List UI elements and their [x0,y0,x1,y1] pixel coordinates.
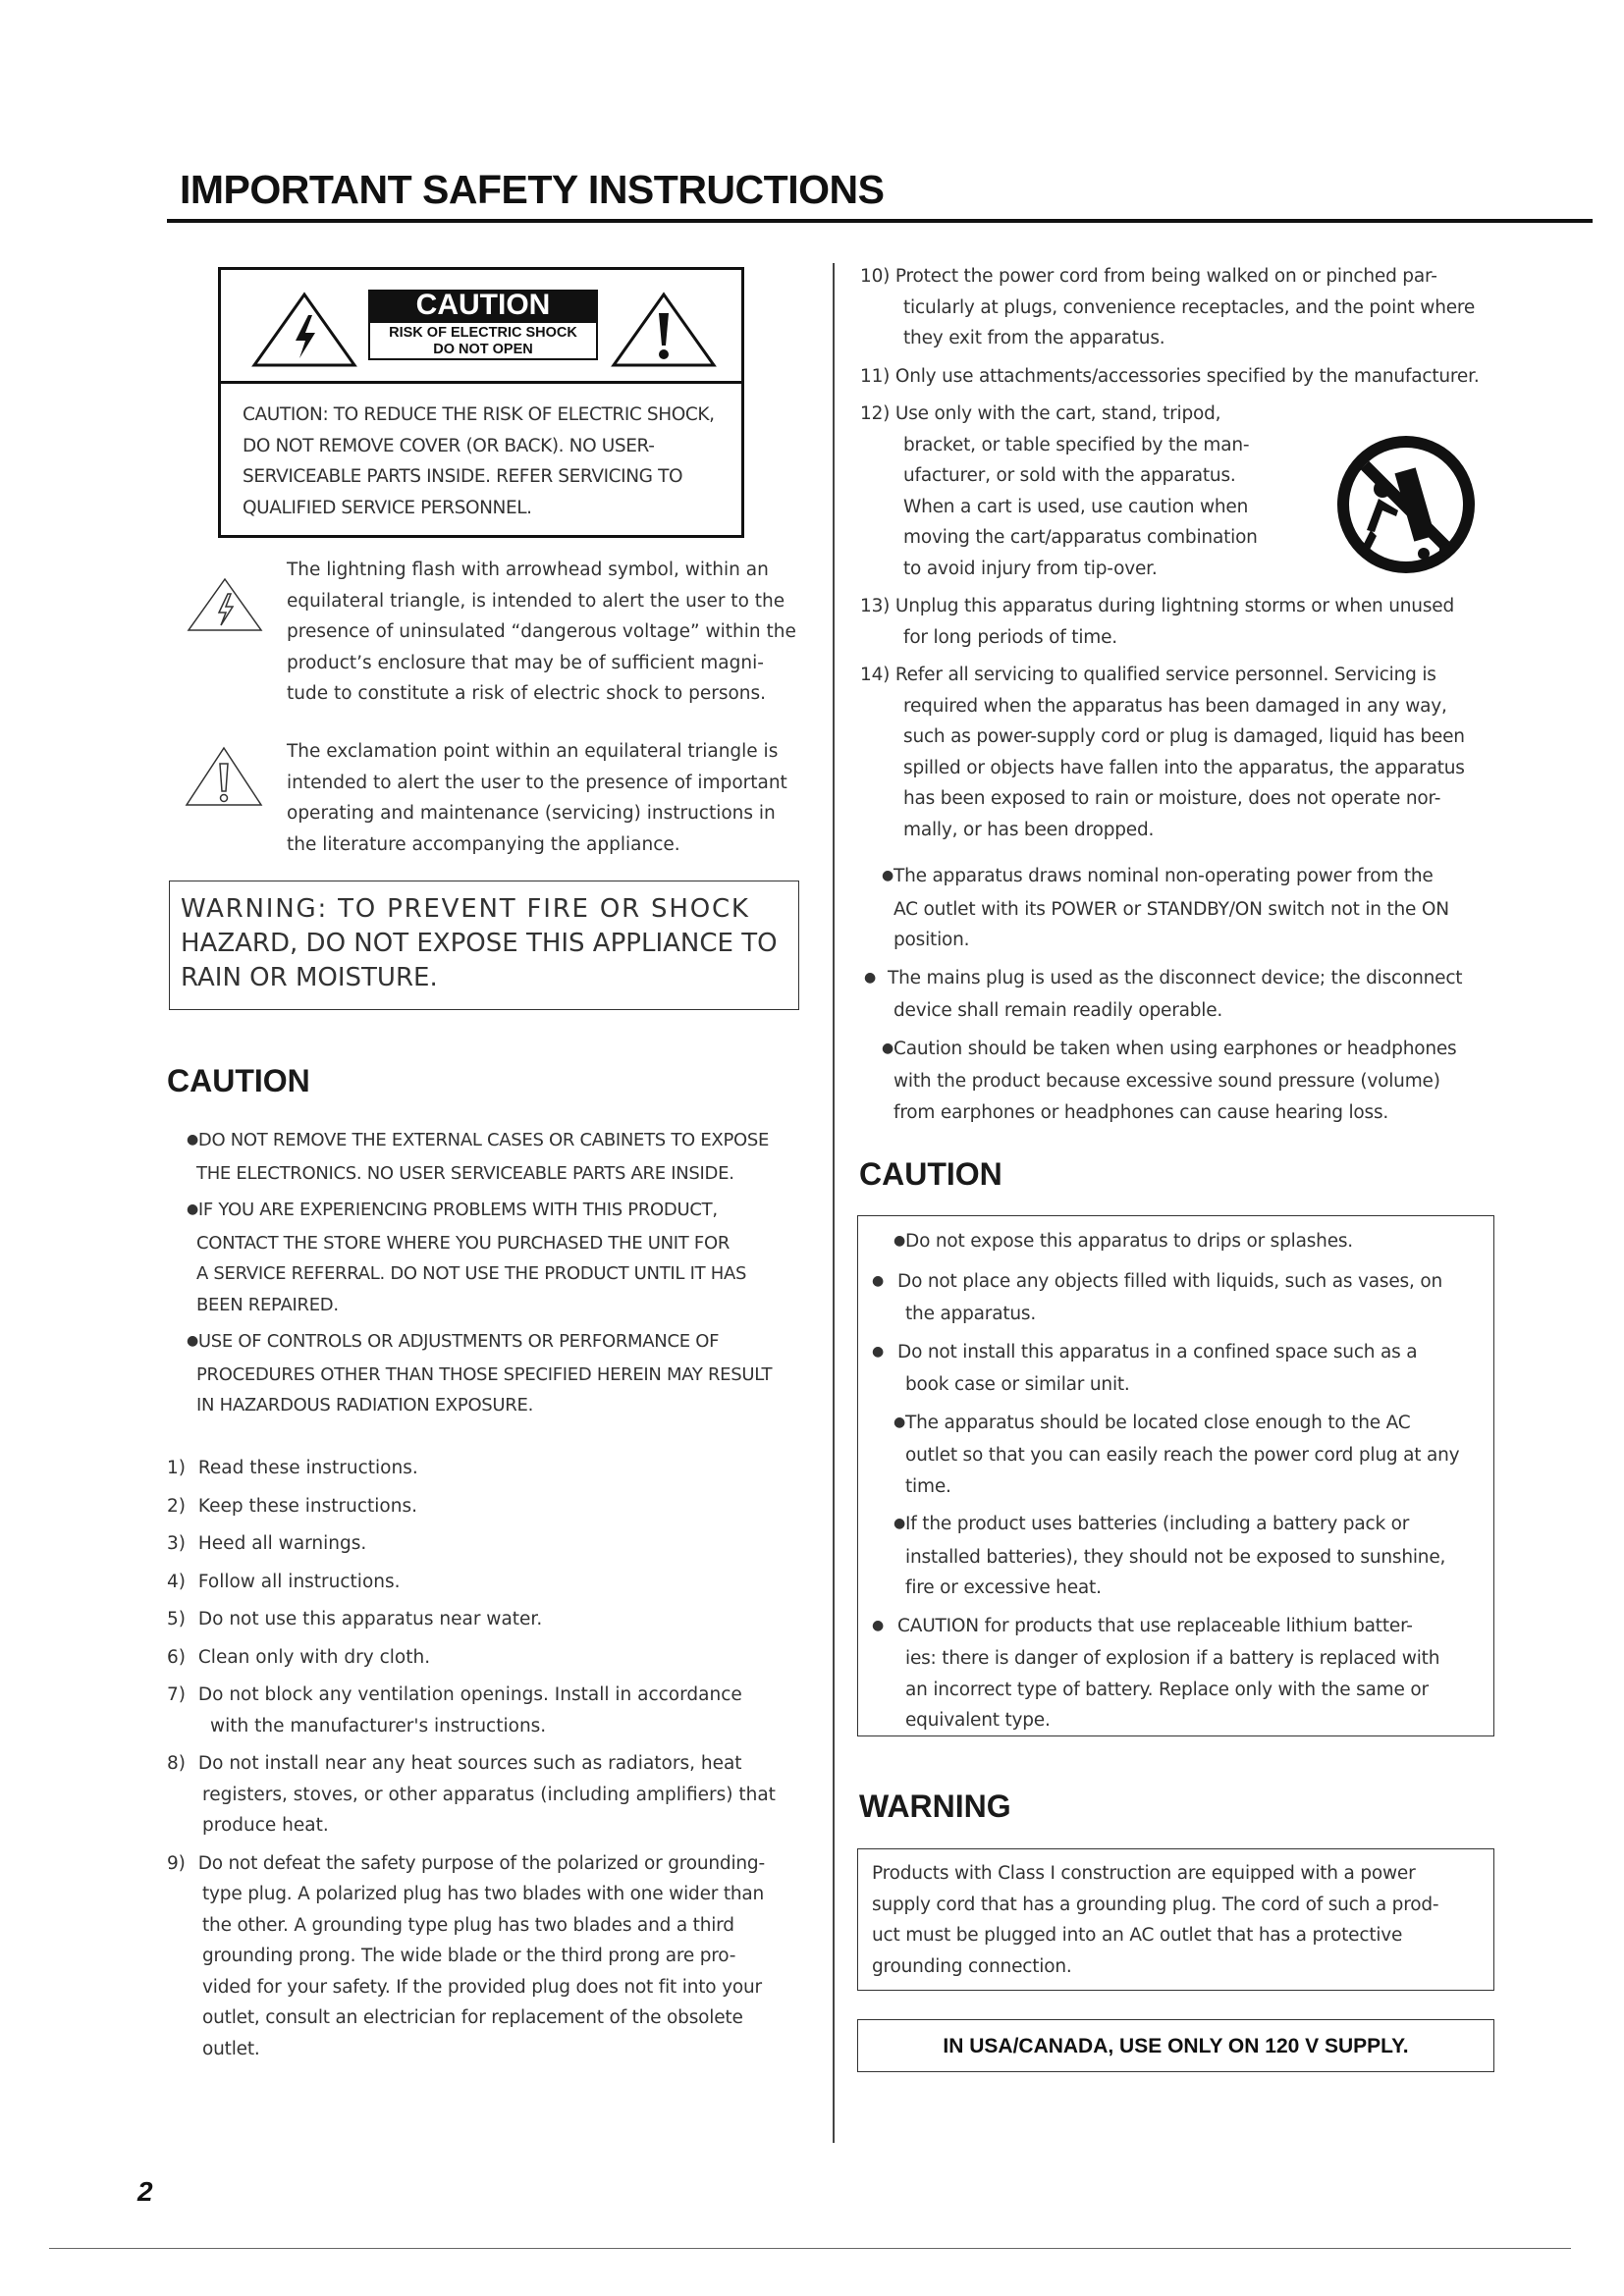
item-text: Use only with the cart, stand, tripod, [894,403,1221,424]
item-number: 9) [167,1852,186,1874]
item-text: mally, or has been dropped. [903,819,1155,840]
power-note-line: device shall remain readily operable. [893,1000,1223,1021]
caution-item-line: CAUTION for products that use replaceable lithium batter- [897,1615,1413,1636]
item-text: spilled or objects have fallen into the apparatus, the apparatus [903,757,1465,778]
instruction-item [167,1528,815,1560]
page-title: IMPORTANT SAFETY INSTRUCTIONS [180,167,885,212]
caution-bullet-line: THE ELECTRONICS. NO USER SERVICEABLE PARTS ARE INSIDE. [196,1162,734,1184]
caution-box [857,1215,1494,1736]
power-note-line: with the product because excessive sound pressure (volume) [893,1071,1440,1092]
exclamation-note [287,736,787,860]
power-note-line: The mains plug is used as the disconnect device; the disconnect [888,967,1463,988]
instruction-item [860,660,1498,845]
cart-tip-over-icon [1314,432,1498,577]
caution-item [872,1266,1480,1330]
instruction-item [860,361,1498,393]
footer-rule [49,2248,1571,2249]
item-text: Refer all servicing to qualified service personnel. Servicing is [894,665,1436,685]
caution-item [872,1509,1480,1604]
item-text: Do not defeat the safety purpose of the polarized or grounding- [197,1852,765,1874]
item-number: 14) [860,665,891,685]
caution-bullet [187,1195,772,1320]
item-text: moving the cart/apparatus combination [903,527,1258,548]
instruction-item [167,1604,815,1635]
item-text: Read these instructions. [197,1458,418,1478]
power-notes [864,861,1492,1128]
caution-label-line: QUALIFIED SERVICE PERSONNEL. [243,497,532,518]
item-number: 4) [167,1571,186,1592]
item-number: 6) [167,1646,186,1668]
fire-shock-warning-box [169,881,799,1010]
exclamation-note-line: The exclamation point within an equilateral triangle is [287,741,779,762]
warning-line: HAZARD, DO NOT EXPOSE THIS APPLIANCE TO [181,929,778,958]
exclamation-triangle-icon [185,746,263,807]
instruction-list [167,1453,815,2064]
item-text: outlet, consult an electrician for replacement of the obsolete [202,2007,743,2028]
item-text: Only use attachments/accessories specified by the manufacturer. [894,365,1480,387]
instruction-item [167,1848,815,2065]
item-text: vided for your safety. If the provided plug does not fit into your [202,1976,762,1998]
risk-line: DO NOT OPEN [433,342,533,357]
item-text: type plug. A polarized plug has two blades with one wider than [202,1884,765,1904]
caution-bullet-line: ● IF YOU ARE EXPERIENCING PROBLEMS WITH THIS PRODUCT, [187,1195,772,1228]
item-number: 1) [167,1458,186,1478]
caution-label-line: DO NOT REMOVE COVER (OR BACK). NO USER- [243,435,655,456]
item-text: has been exposed to rain or moisture, does not operate nor- [903,788,1441,809]
item-text: Protect the power cord from being walked on or pinched par- [894,266,1437,287]
caution-item-line: The apparatus should be located close enough to the AC [905,1412,1411,1433]
item-number: 5) [167,1609,186,1629]
caution-item-line: time. [905,1475,951,1497]
caution-item [872,1408,1480,1503]
power-note-line: The apparatus draws nominal non-operating power from the [893,866,1434,886]
caution-item [872,1226,1480,1259]
caution-bullet [187,1326,772,1421]
instruction-item [167,1491,815,1522]
item-text: produce heat. [202,1815,329,1836]
item-text: to avoid injury from tip-over. [903,558,1158,579]
exclamation-note-line: intended to alert the user to the presence of important [287,772,787,793]
lightning-note-line: product’s enclosure that may be of sufficient magni- [287,652,764,673]
power-note-line: Caution should be taken when using earphones or headphones [893,1038,1457,1059]
item-text: Clean only with dry cloth. [197,1646,431,1668]
caution-bullet-line: ● DO NOT REMOVE THE EXTERNAL CASES OR CABINETS TO EXPOSE [187,1125,772,1158]
caution-item [872,1611,1480,1736]
caution-item-line: the apparatus. [905,1304,1037,1324]
lightning-warning-icon [250,292,358,368]
item-number: 10) [860,266,891,287]
item-text: the other. A grounding type plug has two blades and a third [202,1914,734,1936]
caution-item [872,1337,1480,1401]
caution-label-line: SERVICEABLE PARTS INSIDE. REFER SERVICING TO [243,466,683,487]
instruction-item [860,261,1498,354]
caution-label-line: CAUTION: TO REDUCE THE RISK OF ELECTRIC SHOCK, [243,404,715,425]
lightning-note [287,555,796,710]
caution-bullet-line: A SERVICE REFERRAL. DO NOT USE THE PRODUCT UNTIL IT HAS [196,1263,747,1284]
caution-item-line: installed batteries), they should not be exposed to sunshine, [905,1546,1446,1568]
power-note [864,1034,1492,1129]
item-number: 13) [860,596,891,616]
caution-banner: CAUTION [368,290,598,321]
lightning-note-line: tude to constitute a risk of electric shock to persons. [287,683,767,704]
caution-item-line: outlet so that you can easily reach the power cord plug at any [905,1445,1460,1466]
caution-heading: CAUTION [859,1156,1002,1192]
instruction-item [167,1748,815,1842]
item-text: ufacturer, or sold with the apparatus. [903,465,1236,486]
caution-heading: CAUTION [167,1063,310,1098]
item-text: required when the apparatus has been damaged in any way, [903,695,1447,717]
caution-bullet-line: PROCEDURES OTHER THAN THOSE SPECIFIED HEREIN MAY RESULT [196,1363,773,1385]
instruction-item [167,1680,815,1741]
caution-item-line: If the product uses batteries (including a battery pack or [905,1514,1410,1534]
instruction-item [167,1567,815,1598]
caution-item-line: equivalent type. [905,1710,1051,1731]
item-number: 3) [167,1533,186,1554]
item-text: for long periods of time. [903,626,1117,648]
item-text: Do not block any ventilation openings. Install in accordance [197,1684,742,1705]
item-number: 7) [167,1684,186,1705]
risk-line: RISK OF ELECTRIC SHOCK [389,325,577,341]
lightning-note-line: equilateral triangle, is intended to alert the user to the [287,590,785,612]
warning-line: supply cord that has a grounding plug. The cord of such a prod- [872,1894,1439,1915]
warning-line: uct must be plugged into an AC outlet that has a protective [872,1925,1403,1946]
exclamation-note-line: the literature accompanying the appliance. [287,833,680,855]
lightning-note-line: presence of uninsulated “dangerous voltage” within the [287,621,796,642]
warning-line: RAIN OR MOISTURE. [181,963,438,992]
item-number: 12) [860,403,891,424]
item-text: Follow all instructions. [197,1571,401,1592]
caution-item-line: book case or similar unit. [905,1374,1130,1395]
instruction-item [167,1453,815,1484]
column-divider [833,263,835,2143]
caution-bullet-list [187,1125,772,1421]
caution-item-line: Do not install this apparatus in a confined space such as a [897,1341,1418,1362]
lightning-note-line: The lightning flash with arrowhead symbol, within an [287,560,769,580]
item-text: they exit from the apparatus. [903,328,1165,348]
power-note-line: from earphones or headphones can cause hearing loss. [893,1101,1389,1123]
caution-label [218,267,744,538]
item-text: outlet. [202,2038,260,2059]
item-text: bracket, or table specified by the man- [903,434,1250,455]
warning-line: grounding connection. [872,1955,1072,1977]
power-note-line: AC outlet with its POWER or STANDBY/ON switch not in the ON [893,898,1449,920]
item-text: ticularly at plugs, convenience receptacles, and the point where [903,296,1476,318]
item-text: registers, stoves, or other apparatus (including amplifiers) that [202,1784,776,1805]
instruction-item [860,591,1498,653]
item-text: Do not install near any heat sources such as radiators, heat [197,1753,742,1774]
caution-bullet-line: ● USE OF CONTROLS OR ADJUSTMENTS OR PERFORMANCE OF [187,1326,772,1360]
power-note [864,963,1492,1027]
supply-voltage-notice: IN USA/CANADA, USE ONLY ON 120 V SUPPLY. [857,2019,1494,2072]
item-number: 8) [167,1753,186,1774]
risk-of-shock-notice [368,321,598,360]
power-note-line: position. [893,930,970,950]
caution-label-header [221,270,741,384]
item-text: Do not use this apparatus near water. [197,1609,543,1629]
item-text: Unplug this apparatus during lightning storms or when unused [894,596,1454,616]
caution-item-line: Do not place any objects filled with liquids, such as vases, on [897,1270,1442,1292]
title-rule [167,219,1593,223]
item-number: 11) [860,365,891,387]
item-text: such as power-supply cord or plug is damaged, liquid has been [903,726,1465,747]
caution-label-text [221,384,741,523]
caution-item-line: ies: there is danger of explosion if a battery is replaced with [905,1648,1440,1669]
caution-item-line: fire or excessive heat. [905,1577,1102,1598]
item-text: When a cart is used, use caution when [903,496,1249,517]
item-text: with the manufacturer's instructions. [210,1715,547,1736]
item-text: Heed all warnings. [197,1533,367,1554]
class-i-warning-box [857,1848,1494,1991]
warning-line: WARNING: TO PREVENT FIRE OR SHOCK [181,894,750,924]
instruction-item [167,1642,815,1674]
item-number: 2) [167,1495,186,1517]
caution-bullet-line: CONTACT THE STORE WHERE YOU PURCHASED THE UNIT FOR [196,1232,731,1254]
exclamation-note-line: operating and maintenance (servicing) instructions in [287,803,776,824]
lightning-triangle-icon [187,577,263,632]
caution-bullet [187,1125,772,1189]
caution-item-line: Do not expose this apparatus to drips or splashes. [905,1231,1353,1252]
exclamation-warning-icon [610,292,718,368]
warning-heading: WARNING [859,1789,1011,1824]
power-note [864,861,1492,956]
caution-bullet-line: IN HAZARDOUS RADIATION EXPOSURE. [196,1395,534,1415]
caution-bullet-line: BEEN REPAIRED. [196,1294,339,1315]
caution-item-line: an incorrect type of battery. Replace only with the same or [905,1679,1429,1700]
warning-line: Products with Class I construction are equipped with a power [872,1863,1416,1884]
page-number: 2 [137,2176,153,2207]
item-text: grounding prong. The wide blade or the third prong are pro- [202,1946,736,1966]
item-text: Keep these instructions. [197,1495,417,1517]
